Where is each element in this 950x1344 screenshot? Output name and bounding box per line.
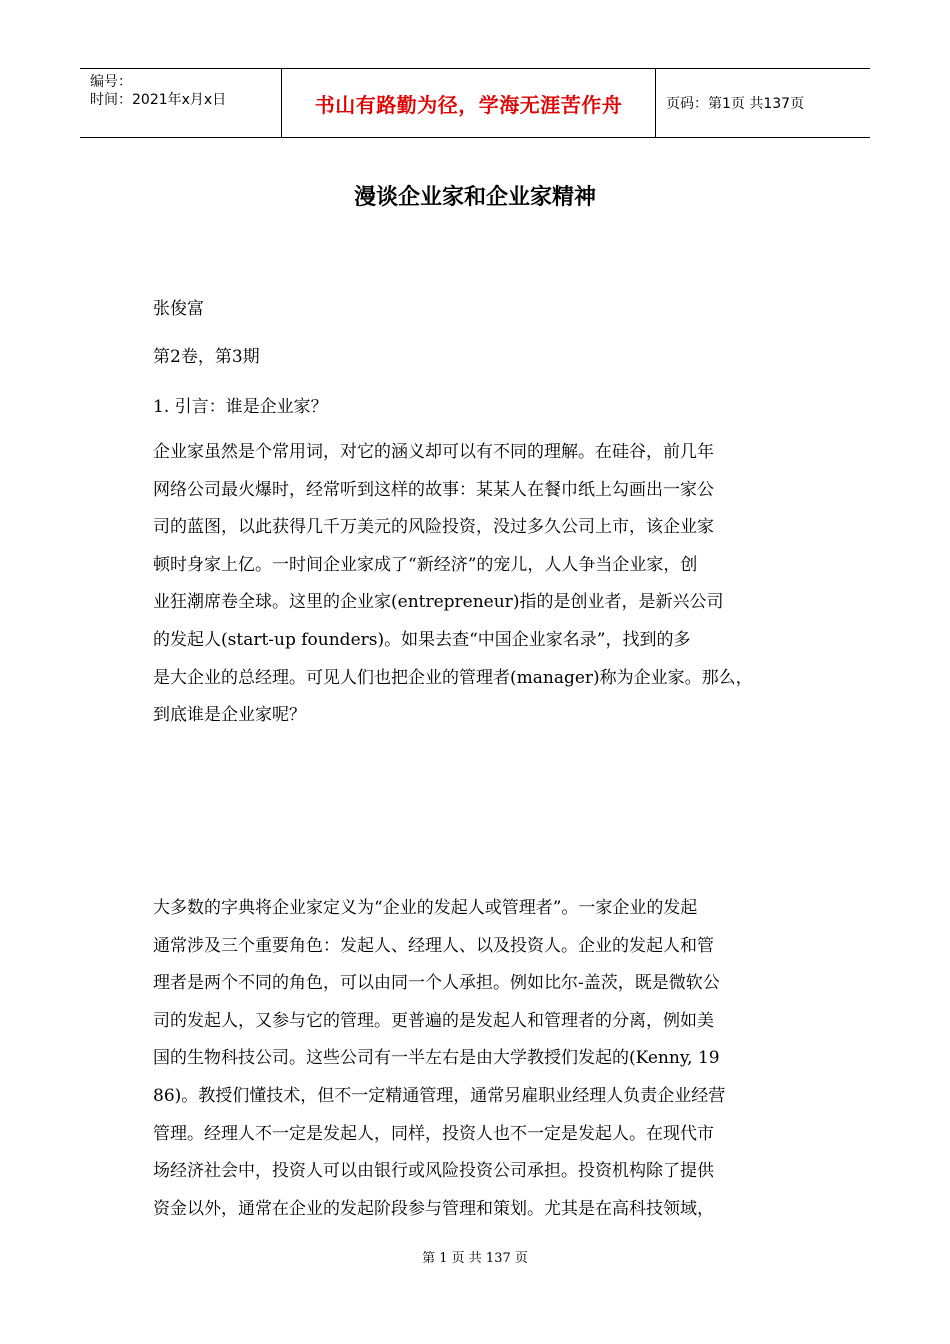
- time-label: 时间：2021年x月x日: [90, 92, 227, 108]
- paragraph-line: 顿时身家上亿。一时间企业家成了“新经济”的宠儿，人人争当企业家，创: [153, 554, 698, 575]
- document-title: 漫谈企业家和企业家精神: [353, 185, 596, 210]
- paragraph-line: 场经济社会中，投资人可以由银行或风险投资公司承担。投资机构除了提供: [153, 1161, 714, 1182]
- paragraph-line: 理者是两个不同的角色，可以由同一个人承担。例如比尔-盖茨，既是微软公: [153, 973, 720, 994]
- paragraph-line: 是大企业的总经理。可见人们也把企业的管理者(manager)称为企业家。那么，: [153, 667, 753, 688]
- paragraph-line: 大多数的字典将企业家定义为“企业的发起人或管理者”。一家企业的发起: [153, 898, 698, 918]
- paragraph-line: 司的蓝图，以此获得几千万美元的风险投资，没过多久公司上市，该企业家: [153, 517, 714, 538]
- paragraph-2: [153, 898, 813, 1236]
- paragraph-line: 的发起人(start-up founders)。如果去查“中国企业家名录”，找到的多: [153, 629, 691, 650]
- header-table: [80, 68, 870, 138]
- motto-text: 书山有路勤为径，学海无涯苦作舟: [314, 92, 623, 117]
- paragraph-line: 业狂潮席卷全球。这里的企业家(entrepreneur)指的是创业者，是新兴公司: [153, 592, 724, 613]
- header-meta-cell: [80, 69, 282, 137]
- paragraph-line: 管理。经理人不一定是发起人，同样，投资人也不一定是发起人。在现代市: [153, 1123, 714, 1144]
- paragraph-line: 司的发起人，又参与它的管理。更普遍的是发起人和管理者的分离，例如美: [153, 1010, 714, 1031]
- paragraph-line: 网络公司最火爆时，经常听到这样的故事：某某人在餐巾纸上勾画出一家公: [153, 479, 714, 500]
- paragraph-line: 到底谁是企业家呢？: [153, 705, 306, 726]
- paragraph-line: 资金以外，通常在企业的发起阶段参与管理和策划。尤其是在高科技领域，: [153, 1198, 714, 1219]
- paragraph-line: 国的生物科技公司。这些公司有一半左右是由大学教授们发起的(Kenny, 19: [153, 1048, 720, 1069]
- page-footer: 第 1 页 共 137 页: [422, 1251, 528, 1266]
- paragraph-line: 86)。教授们懂技术，但不一定精通管理，通常另雇职业经理人负责企业经营: [153, 1085, 726, 1106]
- header-page-cell: [656, 69, 870, 137]
- paragraph-1: [153, 442, 813, 743]
- paragraph-line: 通常涉及三个重要角色：发起人、经理人、以及投资人。企业的发起人和管: [153, 935, 714, 956]
- section-heading: 1. 引言：谁是企业家？: [153, 397, 328, 417]
- author: 张俊富: [153, 299, 204, 319]
- page-info: 页码：第1页 共137页: [666, 96, 805, 112]
- paragraph-line: 企业家虽然是个常用词，对它的涵义却可以有不同的理解。在硅谷，前几年: [153, 442, 714, 462]
- volume-issue: 第2卷，第3期: [153, 347, 260, 367]
- header-motto-cell: [282, 69, 656, 137]
- serial-label: 编号：: [90, 74, 132, 90]
